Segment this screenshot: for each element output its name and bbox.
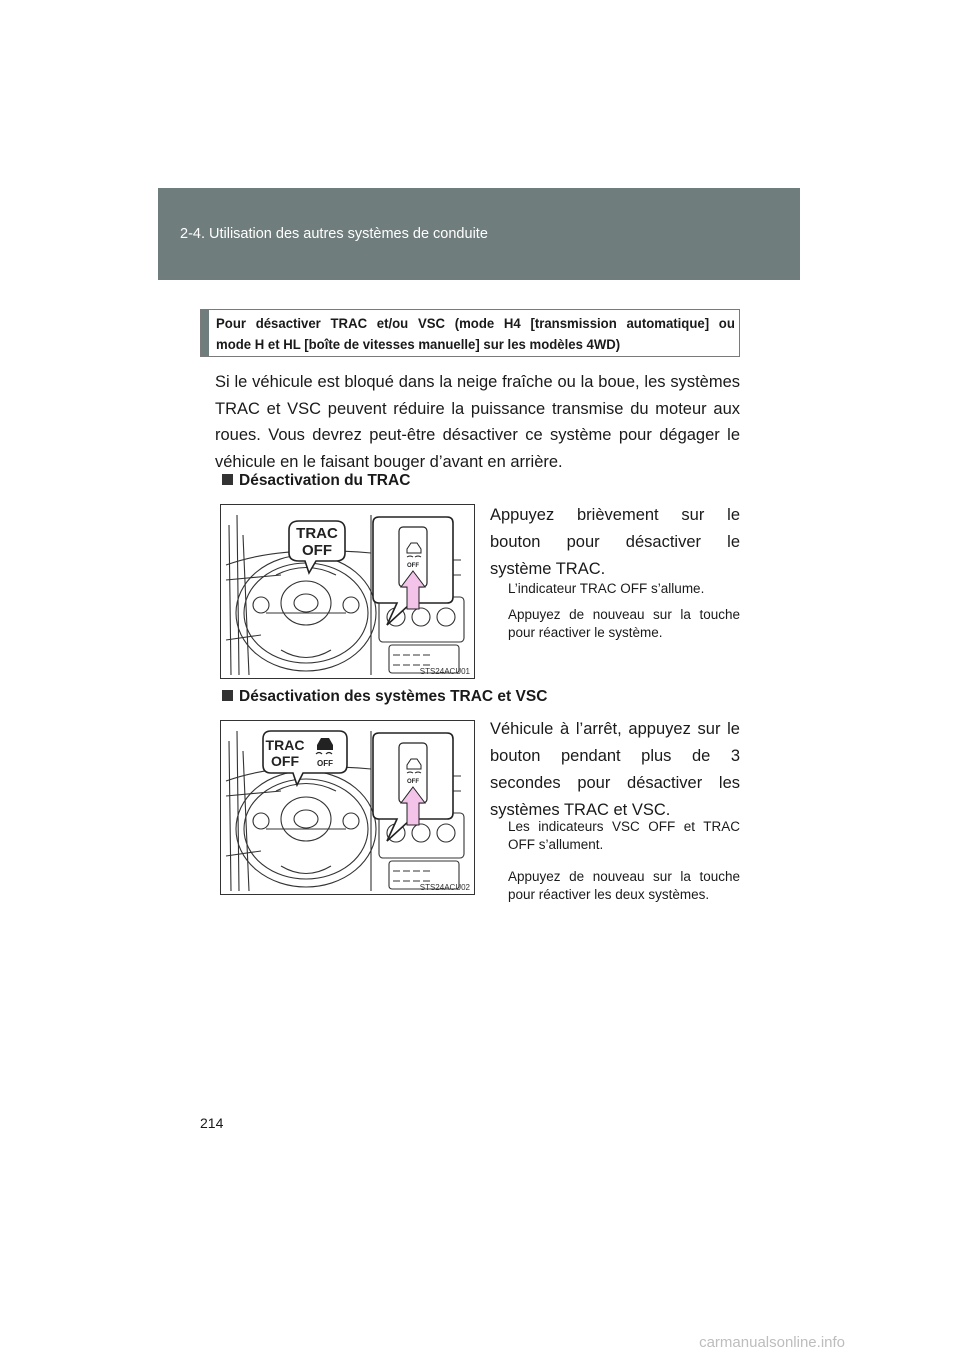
button-callout-2 — [373, 733, 453, 841]
instruction-trac-vsc-text: Véhicule à l’arrêt, appuyez sur le bouton pendant plus de 3 secondes pour désactiver les systèmes TRAC et VSC. — [490, 720, 740, 819]
trac-label-2: TRAC — [265, 737, 305, 753]
box-heading-line2: mode H et HL [boîte de vitesses manuelle] sur les modèles 4WD) — [216, 336, 621, 352]
intro-paragraph: Si le véhicule est bloqué dans la neige fraîche ou la boue, les systèmes TRAC et VSC peuvent réduire la puissance transmise du moteur aux roues. Vous devrez peut-être désactiver ce système pour dégager le véhicule en le faisant bouger d’avant en arrière. — [215, 373, 740, 471]
box-heading-accent — [201, 310, 209, 356]
section-title: 2-4. Utilisation des autres systèmes de conduite — [180, 226, 488, 242]
section-heading-trac — [222, 472, 410, 490]
header-band — [158, 188, 800, 280]
figure-trac-vsc-off — [220, 720, 475, 895]
figure-code: STS24ACU01 — [419, 667, 470, 676]
note-trac-vsc-1: Les indicateurs VSC OFF et TRAC OFF s’allument. — [508, 819, 740, 852]
vsc-off-text: OFF — [317, 759, 333, 768]
page-number: 214 — [200, 1115, 224, 1131]
bullet-square-icon — [222, 474, 233, 485]
button-callout — [373, 517, 453, 625]
instruction-trac — [490, 502, 740, 583]
watermark: carmanualsonline.info — [699, 1334, 845, 1351]
instruction-trac-vsc — [490, 716, 740, 824]
button-off-text-2: OFF — [407, 779, 419, 785]
off-label: OFF — [302, 542, 332, 559]
box-heading-line1: Pour désactiver TRAC et/ou VSC (mode H4 [transmission automatique] ou — [216, 315, 735, 331]
figure-code-2: STS24ACU02 — [419, 883, 470, 892]
instruction-trac-text: Appuyez brièvement sur le bouton pour désactiver le système TRAC. — [490, 506, 740, 578]
note-trac-1: L’indicateur TRAC OFF s’allume. — [508, 581, 705, 596]
button-off-text: OFF — [407, 563, 419, 569]
bullet-square-icon — [222, 690, 233, 701]
indicator-callout — [289, 521, 345, 573]
note-trac-2: Appuyez de nouveau sur la touche pour réactiver le système. — [508, 607, 740, 640]
box-heading — [200, 309, 740, 357]
section-heading-trac-text: Désactivation du TRAC — [239, 472, 411, 489]
dashboard-illustration-2 — [221, 721, 475, 895]
box-heading-text — [216, 313, 735, 355]
figure-trac-off — [220, 504, 475, 679]
off-label-2: OFF — [271, 753, 299, 769]
note-trac-vsc-2: Appuyez de nouveau sur la touche pour réactiver les deux systèmes. — [508, 869, 740, 902]
section-heading-trac-vsc-text: Désactivation des systèmes TRAC et VSC — [239, 688, 548, 705]
dashboard-illustration — [221, 505, 475, 679]
trac-label: TRAC — [296, 525, 338, 542]
section-heading-trac-vsc — [222, 688, 547, 706]
